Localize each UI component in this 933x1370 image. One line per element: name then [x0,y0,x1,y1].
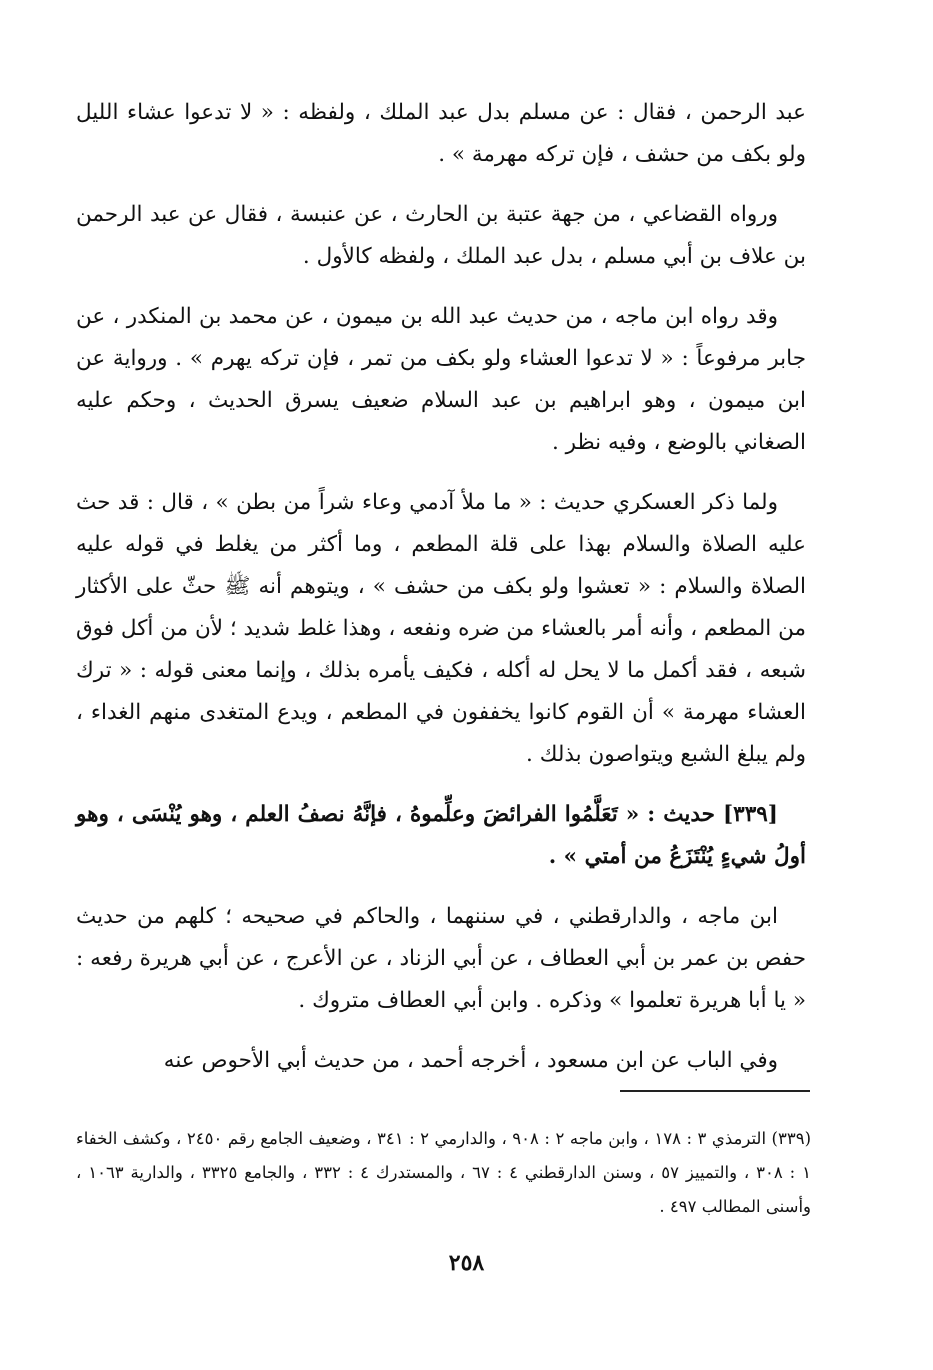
footnote: (٣٣٩) الترمذي ٣ : ١٧٨ ، وابن ماجه ٢ : ٩٠٨ ، والدارمي ٢ : ٣٤١ ، وضعيف الجامع رقم ٢٤٥٠ ، وكشف الخفاء ١ : ٣٠٨ ، والتمييز ٥٧ ، وسنن الدارقطني ٤ : ٦٧ ، والمستدرك ٤ : ٣٣٢ ، والجامع ٣٣٢٥ ، والدارية ١٠٦٣ ، وأسنى المطالب ٤٩٧ . [76,1129,812,1216]
hadith-label: حديث : [647,802,715,827]
paragraph-1: عبد الرحمن ، فقال : عن مسلم بدل عبد الملك ، ولفظه : « لا تدعوا عشاء الليل ولو بكف من حشف ، فإن تركه مهرمة » . [76,100,806,167]
page-number: ٢٥٨ [448,1250,485,1276]
paragraph-4: ولما ذكر العسكري حديث : « ما ملأ آدمي وعاء شراً من بطن » ، قال : قد حث عليه الصلاة والسلام بهذا على قلة المطعم ، وما أكثر من يغلط في قوله عليه الصلاة والسلام : « تعشوا ولو بكف من حشف » ، ويتوهم أنه ﷺ حثّ على الأكثار من المطعم ، وأنه أمر بالعشاء من ضره ونفعه ، وهذا غلط شديد ؛ لأن من أكل فوق شبعه ، فقد أكمل ما لا يحل له أكله ، فكيف يأمره بذلك ، وإنما معنى قوله : « ترك العشاء مهرمة » أن القوم كانوا يخففون في المطعم ، ويدع المتغدى منهم الغداء ، ولم يبلغ الشبع ويتواصون بذلك . [76,490,806,767]
paragraph-3: وقد رواه ابن ماجه ، من حديث عبد الله بن ميمون ، عن محمد بن المنكدر ، عن جابر مرفوعاً : « لا تدعوا العشاء ولو بكف من تمر ، فإن تركه يهرم » . ورواية عن ابن ميمون ، وهو ابراهيم بن عبد السلام ضعيف يسرق الحديث ، وحكم عليه الصغاني بالوضع ، وفيه نظر . [76,304,806,455]
paragraph-6: وفي الباب عن ابن مسعود ، أخرجه أحمد ، من حديث أبي الأحوص عنه [163,1048,778,1073]
hadith-number: [٣٣٩] [722,802,778,827]
footnote-divider [620,1090,810,1092]
hadith-text: « تَعَلَّمُوا الفرائضَ وعلِّموهُ ، فإنَّهُ نصفُ العلم ، وهو يُنْسَى ، وهو أولُ شيءٍ يُنْتَزَعُ من أمتي » . [76,802,806,869]
main-text [76,92,806,1100]
hadith-heading [76,794,806,878]
paragraph-2: ورواه القضاعي ، من جهة عتبة بن الحارث ، عن عنبسة ، فقال عن عبد الرحمن بن علاف بن أبي مسلم ، بدل عبد الملك ، ولفظه كالأول . [76,202,806,269]
paragraph-5: ابن ماجه ، والدارقطني ، في سننهما ، والحاكم في صحيحه ؛ كلهم من حديث حفص بن عمر بن أبي العطاف ، عن أبي الزناد ، عن الأعرج ، عن أبي هريرة رفعه : « يا أبا هريرة تعلموا » وذكره . وابن أبي العطاف متروك . [76,904,806,1013]
